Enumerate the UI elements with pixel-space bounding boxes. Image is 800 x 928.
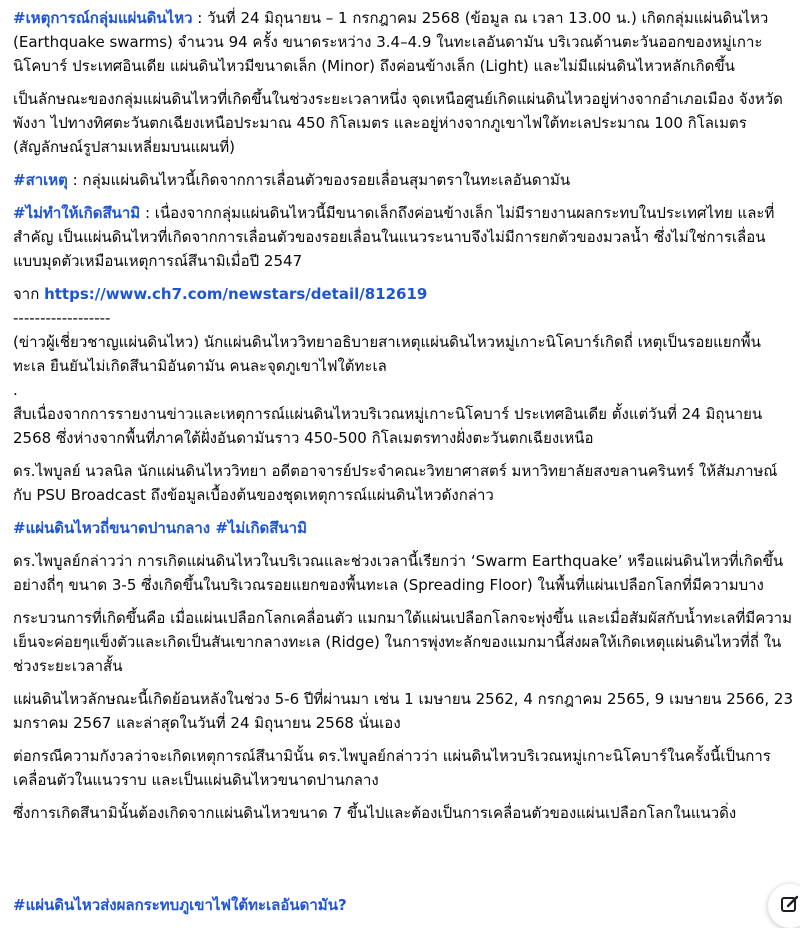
hashtag-no-tsunami[interactable]: #ไม่ทำให้เกิดสึนามิ — [13, 204, 141, 222]
paragraph-text: : วันที่ 24 มิถุนายน – 1 กรกฎาคม 2568 (ข้อมูล ณ เวลา 13.00 น.) เกิดกลุ่มแผ่นดินไหว (Earthquake swarms) จำนวน 94 ครั้ง ขนาดระหว่าง 3.4–4.9 ในทะเลอันดามัน บริเวณด้านตะวันออกของหมู่เกาะนิโคบาร์ ประเทศอินเดีย แผ่นดินไหวมีขนาดเล็ก (Minor) ถึงค่อนข้างเล็ก (Light) และไม่มีแผ่นดินไหวหลักเกิดขึ้น — [13, 9, 769, 75]
hashtag-event[interactable]: #เหตุการณ์กลุ่มแผ่นดินไหว — [13, 9, 193, 27]
source-prefix: จาก — [13, 285, 45, 303]
paragraph-text: : เนื่องจากกลุ่มแผ่นดินไหวนี้มีขนาดเล็กถึงค่อนข้างเล็ก ไม่มีรายงานผลกระทบในประเทศไทย และที่สำคัญ เป็นแผ่นดินไหวที่เกิดจากการเลื่อนตัวของรอยเลื่อนในแนวระนาบจึงไม่มีการยกตัวของมวลน้ำ ซึ่งไม่ใช่การเลื่อนแบบมุดตัวเหมือนเหตุการณ์สึนามิเมื่อปี 2547 — [13, 204, 775, 270]
paragraph-continuation: สืบเนื่องจากการรายงานข่าวและเหตุการณ์แผ่นดินไหวบริเวณหมู่เกาะนิโคบาร์ ประเทศอินเดีย ตั้งแต่วันที่ 24 มิถุนายน 2568 ซึ่งห่างจากพื้นที่ภาคใต้ฝั่งอันดามันราว 450-500 กิโลเมตรทางฝั่งตะวันตกเฉียงเหนือ — [13, 405, 763, 447]
paragraph-tsunami-condition: ซึ่งการเกิดสึนามินั้นต้องเกิดจากแผ่นดินไหวขนาด 7 ขึ้นไปและต้องเป็นการเคลื่อนตัวของแผ่นเปลือกโลกในแนวดิ่ง — [13, 804, 737, 822]
paragraph-tsunami-concern: ต่อกรณีความกังวลว่าจะเกิดเหตุการณ์สึนามินั้น ดร.ไพบูลย์กล่าวว่า แผ่นดินไหวบริเวณหมู่เกาะนิโคบาร์ในครั้งนี้เป็นการเคลื่อนตัวในแนวราบ และเป็นแผ่นดินไหวขนาดปานกลาง — [13, 747, 771, 789]
edit-button[interactable] — [768, 884, 800, 928]
edit-icon — [780, 894, 800, 914]
source-line — [13, 282, 793, 306]
paragraph-location — [13, 87, 793, 159]
paragraph-process: กระบวนการที่เกิดขึ้นคือ เมื่อแผ่นเปลือกโลกเคลื่อนตัว แมกมาใต้แผ่นเปลือกโลกจะพุ่งขึ้น และเมื่อสัมผัสกับน้ำทะเลที่มีความเย็นจะค่อยๆแข็งตัวและเกิดเป็นสันเขากลางทะเล (Ridge) ในการพุ่งทะลักของแมกมานี้ส่งผลให้เกิดเหตุแผ่นดินไหวที่ถี่ ในช่วงระยะเวลาสั้น — [13, 609, 792, 675]
paragraph-history: แผ่นดินไหวลักษณะนี้เกิดย้อนหลังในช่วง 5-6 ปีที่ผ่านมา เช่น 1 เมษายน 2562, 4 กรกฎาคม 2565, 9 เมษายน 2566, 23 มกราคม 2567 และล่าสุดในวันที่ 24 มิถุนายน 2568 นั่นเอง — [13, 690, 794, 732]
paragraph-swarm: ดร.ไพบูลย์กล่าวว่า การเกิดแผ่นดินไหวในบริเวณและช่วงเวลานี้เรียกว่า ‘Swarm Earthquake’ หรือแผ่นดินไหวที่เกิดขึ้นอย่างถี่ๆ ขนาด 3-5 ซึ่งเกิดขึ้นในบริเวณรอยแยกของพื้นทะเล (Spreading Floor) ในพื้นที่แผ่นเปลือกโลกที่มีความบาง — [13, 552, 784, 594]
post-body — [13, 6, 793, 834]
dot-separator: . — [13, 381, 18, 399]
paragraph-event — [13, 6, 793, 78]
hashtag-heading-volcano[interactable]: #แผ่นดินไหวส่งผลกระทบภูเขาไฟใต้ทะเลอันดามัน? — [13, 896, 347, 914]
paragraph-text: เป็นลักษณะของกลุ่มแผ่นดินไหวที่เกิดขึ้นในช่วงระยะเวลาหนึ่ง จุดเหนือศูนย์เกิดแผ่นดินไหวอยู่ห่างจากอำเภอเมือง จังหวัดพังงา ไปทางทิศตะวันตกเฉียงเหนือประมาณ 450 กิโลเมตร และอยู่ห่างจากภูเขาไฟใต้ทะเลประมาณ 100 กิโลเมตร (สัญลักษณ์รูปสามเหลี่ยมบนแผนที่) — [13, 90, 783, 156]
divider-text: ------------------ — [13, 309, 111, 327]
hashtag-cause[interactable]: #สาเหตุ — [13, 171, 68, 189]
paragraph-no-tsunami — [13, 201, 793, 273]
paragraph-interview: ดร.ไพบูลย์ นวลนิล นักแผ่นดินไหววิทยา อดีตอาจารย์ประจำคณะวิทยาศาสตร์ มหาวิทยาลัยสงขลานครินทร์ ให้สัมภาษณ์กับ PSU Broadcast ถึงข้อมูลเบื้องต้นของชุดเหตุการณ์แผ่นดินไหวดังกล่าว — [13, 462, 778, 504]
paragraph-expert-intro: (ข่าวผู้เชี่ยวชาญแผ่นดินไหว) นักแผ่นดินไหววิทยาอธิบายสาเหตุแผ่นดินไหวหมู่เกาะนิโคบาร์เกิดถี่ เหตุเป็นรอยแยกพื้นทะเล ยืนยันไม่เกิดสึนามิอันดามัน คนละจุดภูเขาไฟใต้ทะเล — [13, 333, 761, 375]
hashtag-heading-moderate[interactable]: #แผ่นดินไหวถี่ขนาดปานกลาง #ไม่เกิดสึนามิ — [13, 519, 307, 537]
paragraph-cause — [13, 168, 793, 192]
source-link[interactable]: https://www.ch7.com/newstars/detail/812619 — [44, 285, 428, 303]
paragraph-text: : กลุ่มแผ่นดินไหวนี้เกิดจากการเลื่อนตัวของรอยเลื่อนสุมาตราในทะเลอันดามัน — [67, 171, 571, 189]
